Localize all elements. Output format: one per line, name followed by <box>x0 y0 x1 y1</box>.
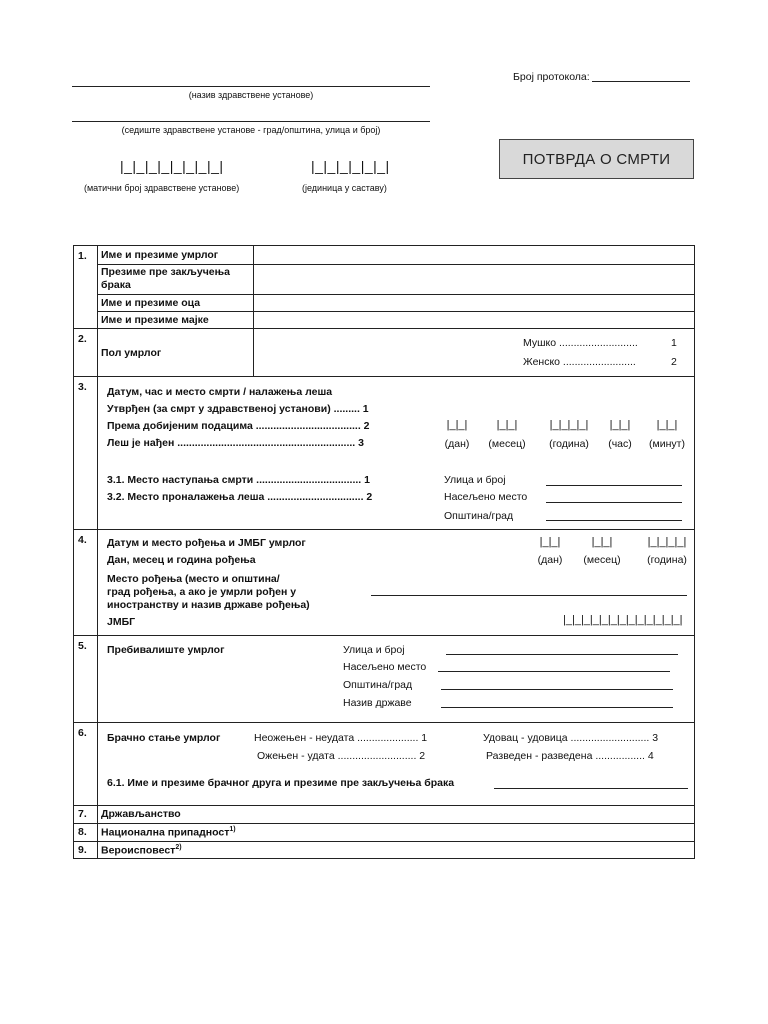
row-number: 3. <box>78 381 87 393</box>
unit-caption: (јединица у саставу) <box>302 183 387 193</box>
death-street-label: Улица и број <box>444 474 506 486</box>
father-name-input[interactable] <box>254 295 694 310</box>
spouse-name-label: 6.1. Име и презиме брачног друга и презиме пре закључења брака <box>107 777 455 789</box>
row-number: 6. <box>78 727 87 739</box>
birth-place-label-3: иностранству и назив државе рођења) <box>107 599 310 611</box>
row-number: 1. <box>78 250 87 262</box>
row-number: 2. <box>78 333 87 345</box>
religion-label-text: Вероисповест <box>101 844 176 857</box>
row-divider <box>73 328 695 329</box>
protocol-label: Број протокола: <box>513 71 590 83</box>
death-day-caption: (дан) <box>444 438 470 450</box>
religion-label <box>101 844 182 857</box>
death-minute-boxes[interactable]: |_|_| <box>656 419 678 431</box>
birth-place-label-2: град рођења, а ако је умрли рођен у <box>107 586 297 598</box>
birth-day-boxes[interactable]: |_|_| <box>539 536 561 548</box>
residence-municipality-label: Општина/град <box>343 679 413 691</box>
death-hour-boxes[interactable]: |_|_| <box>609 419 631 431</box>
maiden-name-input[interactable] <box>254 265 694 293</box>
body-found-place-option[interactable]: 3.2. Место проналажења леша ................................. 2 <box>107 491 373 503</box>
marital-option-divorced[interactable]: Разведен - разведена ................. 4 <box>486 750 654 762</box>
residence-street-label: Улица и број <box>343 644 405 656</box>
religion-input[interactable] <box>200 842 694 858</box>
citizenship-label: Држављанство <box>101 808 181 820</box>
registry-number-boxes[interactable]: |_|_|_|_|_|_|_|_| <box>120 158 224 174</box>
death-minute-caption: (минут) <box>649 438 685 450</box>
protocol-number-field[interactable] <box>592 81 690 82</box>
residence-street-field[interactable] <box>446 654 678 655</box>
registry-number-caption: (матични број здравствене установе) <box>84 183 240 193</box>
father-name-label: Име и презиме оца <box>101 297 201 309</box>
birth-month-caption: (месец) <box>583 554 621 566</box>
nationality-label-text: Национална припадност <box>101 826 230 839</box>
death-option-reported[interactable]: Према добијеним подацима .................................... 2 <box>107 420 370 432</box>
death-place-option[interactable]: 3.1. Место наступања смрти .................................... 1 <box>107 474 370 486</box>
residence-settlement-label: Насељено место <box>343 661 427 673</box>
death-settlement-label: Насељено место <box>444 491 528 503</box>
row-number: 7. <box>78 808 87 820</box>
marital-option-single[interactable]: Неожењен - неудата ..................... 1 <box>254 732 428 744</box>
birth-month-boxes[interactable]: |_|_| <box>591 536 613 548</box>
sex-option-female-code[interactable]: 2 <box>671 356 677 368</box>
sex-label: Пол умрлог <box>101 347 162 359</box>
marital-option-married[interactable]: Ожењен - удата ........................... 2 <box>257 750 426 762</box>
birth-place-field[interactable] <box>371 595 687 596</box>
row-divider <box>73 722 695 723</box>
residence-country-label: Назив државе <box>343 697 412 709</box>
maiden-name-label: Презиме пре закључења брака <box>101 266 230 291</box>
death-day-boxes[interactable]: |_|_| <box>446 419 468 431</box>
mother-name-input[interactable] <box>254 312 694 327</box>
death-option-body-found[interactable]: Леш је нађен ............................................................. 3 <box>107 437 364 449</box>
spouse-name-field[interactable] <box>494 788 688 789</box>
mother-name-label: Име и презиме мајке <box>101 314 209 326</box>
nationality-input[interactable] <box>260 824 694 840</box>
residence-country-field[interactable] <box>441 707 673 708</box>
residence-settlement-field[interactable] <box>438 671 670 672</box>
deceased-name-input[interactable] <box>254 246 694 263</box>
unit-boxes[interactable]: |_|_|_|_|_|_| <box>311 158 390 174</box>
row-number: 4. <box>78 534 87 546</box>
institution-name-field[interactable] <box>72 86 430 87</box>
jmbg-boxes[interactable]: |_|_|_|_|_|_|_|_|_|_|_|_|_| <box>563 614 683 626</box>
jmbg-label: ЈМБГ <box>107 616 136 628</box>
death-settlement-field[interactable] <box>546 502 682 503</box>
number-column-divider <box>97 245 98 859</box>
institution-seat-caption: (седиште здравствене установе - град/општина, улица и број) <box>121 125 381 135</box>
deceased-name-label: Име и презиме умрлог <box>101 249 219 261</box>
death-date-heading: Датум, час и место смрти / налажења леша <box>107 386 333 398</box>
nationality-footnote: 1) <box>229 826 236 833</box>
row2-value-divider <box>253 328 254 376</box>
birth-year-caption: (година) <box>647 554 687 566</box>
death-hour-caption: (час) <box>608 438 632 450</box>
death-municipality-field[interactable] <box>546 520 682 521</box>
row-divider <box>73 635 695 636</box>
row-number: 8. <box>78 826 87 838</box>
sex-option-male-code[interactable]: 1 <box>671 337 677 349</box>
birth-place-label-1: Место рођења (место и општина/ <box>107 573 280 585</box>
marital-option-widowed[interactable]: Удовац - удовица ........................... 3 <box>483 732 659 744</box>
birth-year-boxes[interactable]: |_|_|_|_| <box>647 536 687 548</box>
death-year-boxes[interactable]: |_|_|_|_| <box>549 419 589 431</box>
citizenship-input[interactable] <box>240 806 694 822</box>
row-number: 5. <box>78 640 87 652</box>
institution-seat-field[interactable] <box>72 121 430 122</box>
birth-date-label: Дан, месец и година рођења <box>107 554 256 566</box>
row-divider <box>73 529 695 530</box>
sex-option-female[interactable]: Женско ......................... <box>523 356 636 368</box>
residence-municipality-field[interactable] <box>441 689 673 690</box>
marital-status-label: Брачно стање умрлог <box>107 732 221 744</box>
death-option-confirmed[interactable]: Утврђен (за смрт у здравственој установи) ......... 1 <box>107 403 369 415</box>
death-street-field[interactable] <box>546 485 682 486</box>
death-month-boxes[interactable]: |_|_| <box>496 419 518 431</box>
residence-label: Пребивалиште умрлог <box>107 644 225 656</box>
row-number: 9. <box>78 844 87 856</box>
death-municipality-label: Општина/град <box>444 510 514 522</box>
form-title: ПОТВРДА О СМРТИ <box>499 139 694 179</box>
death-year-caption: (година) <box>549 438 589 450</box>
death-month-caption: (месец) <box>488 438 526 450</box>
birth-day-caption: (дан) <box>537 554 563 566</box>
birth-heading: Датум и место рођења и ЈМБГ умрлог <box>107 537 306 549</box>
row-divider <box>73 376 695 377</box>
sex-option-male[interactable]: Мушко ........................... <box>523 337 638 349</box>
religion-footnote: 2) <box>175 844 182 851</box>
institution-name-caption: (назив здравствене установе) <box>188 90 314 100</box>
nationality-label <box>101 826 236 839</box>
